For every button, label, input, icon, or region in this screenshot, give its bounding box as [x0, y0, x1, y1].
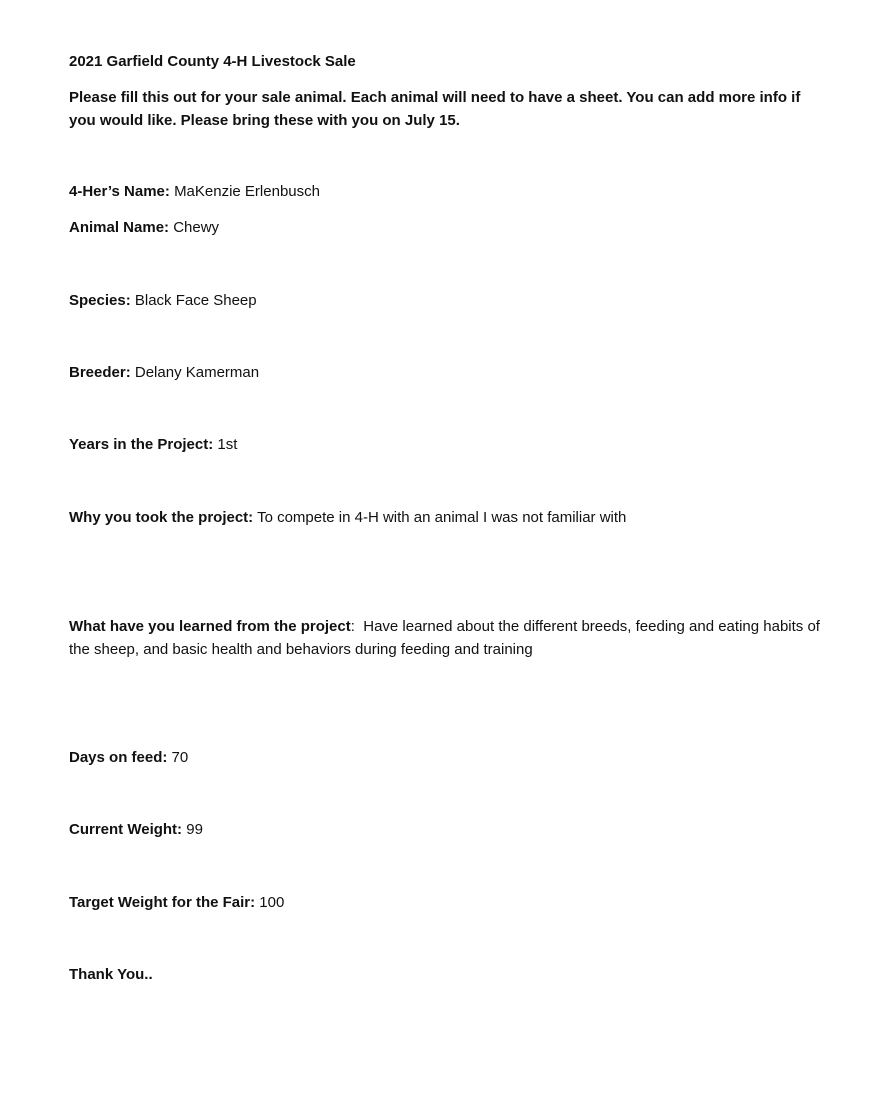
field-label: Current Weight: [69, 821, 183, 838]
field-label: 4-Her’s Name: [69, 183, 170, 200]
field-why-project [69, 507, 829, 529]
field-value: Have learned about the different breeds, feeding and eating habits of the sheep, and basic health and behaviors during feeding and training [69, 618, 820, 658]
field-separator: : [350, 618, 355, 635]
field-value: 100 [259, 894, 285, 911]
field-label: Years in the Project: [69, 436, 214, 453]
field-current-weight [69, 819, 829, 841]
field-value: 99 [186, 821, 203, 838]
closing-text: Thank You.. [69, 966, 153, 983]
document-title: 2021 Garfield County 4-H Livestock Sale [69, 53, 356, 70]
field-label: What have you learned from the project [69, 618, 351, 635]
field-breeder [69, 362, 829, 384]
field-label: Target Weight for the Fair: [69, 894, 256, 911]
field-label: Animal Name: [69, 219, 170, 236]
field-days-on-feed [69, 747, 829, 769]
field-label: Breeder: [69, 364, 131, 381]
field-value: Black Face Sheep [134, 292, 257, 309]
field-4her-name [69, 181, 829, 203]
field-target-weight [69, 892, 829, 914]
field-value: To compete in 4-H with an animal I was not familiar with [257, 509, 627, 526]
field-species [69, 290, 829, 312]
field-value: Chewy [173, 219, 220, 236]
field-value: MaKenzie Erlenbusch [174, 183, 320, 200]
field-value: Delany Kamerman [134, 364, 260, 381]
field-label: Why you took the project: [69, 509, 254, 526]
field-label: Species: [69, 292, 131, 309]
field-what-learned [69, 615, 829, 661]
field-value: 70 [171, 749, 189, 766]
field-animal-name [69, 217, 829, 239]
field-value: 1st [217, 436, 238, 453]
instructions-paragraph: Please fill this out for your sale animal. Each animal will need to have a sheet. You can add more info if you would like. Please bring these with you on July 15. [69, 89, 801, 129]
field-label: Days on feed: [69, 749, 168, 766]
field-years-in-project [69, 434, 829, 456]
